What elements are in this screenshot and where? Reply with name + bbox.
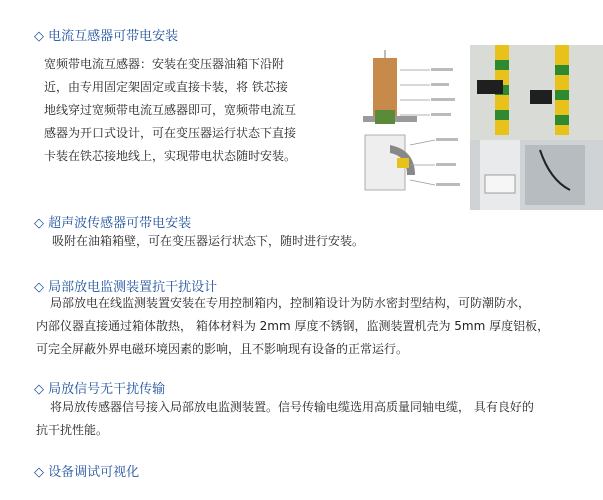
paragraph-line: 局部放电在线监测装置安装在专用控制箱内，控制箱设计为防水密封型结构，可防潮防水， (50, 296, 531, 310)
section-3-heading: ◇ 局部放电监测装置抗干扰设计 (34, 280, 218, 295)
section-1-heading: ◇ 电流互感器可带电安装 (34, 29, 179, 44)
section-2-paragraph (52, 230, 364, 253)
paragraph-line: 宽频带电流互感器：安装在变压器油箱下沿附 (44, 57, 285, 71)
section-4-heading: ◇ 局放信号无干扰传输 (34, 382, 166, 397)
section-5-heading: ◇ 设备调试可视化 (34, 465, 140, 480)
section-3-paragraph (36, 292, 549, 361)
paragraph-line: 地线穿过宽频带电流互感器即可，宽频带电流互 (44, 103, 297, 117)
paragraph-line: 吸附在油箱箱壁，可在变压器运行状态下，随时进行安装。 (52, 234, 365, 248)
section-1-paragraph (44, 53, 296, 168)
paragraph-line: 抗干扰性能。 (36, 423, 109, 437)
paragraph-line: 感器为开口式设计，可在变压器运行状态下直接 (44, 126, 297, 140)
section-4-paragraph (36, 396, 534, 442)
section-2-heading: ◇ 超声波传感器可带电安装 (34, 216, 192, 231)
paragraph-line: 卡装在铁芯接地线上，实现带电状态随时安装。 (44, 149, 297, 163)
paragraph-line: 可完全屏蔽外界电磁环境因素的影响，且不影响现有设备的正常运行。 (36, 342, 409, 356)
paragraph-line: 近，由专用固定架固定或直接卡装，将 铁芯接 (44, 80, 288, 94)
paragraph-line: 内部仪器直接通过箱体散热， 箱体材料为 2mm 厚度不锈钢，监测装置机壳为 5mm 厚度铝板， (36, 319, 550, 333)
paragraph-line: 将局放传感器信号接入局部放电监测装置。信号传输电缆选用高质量同轴电缆， 具有良好的 (50, 400, 534, 414)
sensor-installation-illustration (345, 40, 603, 210)
